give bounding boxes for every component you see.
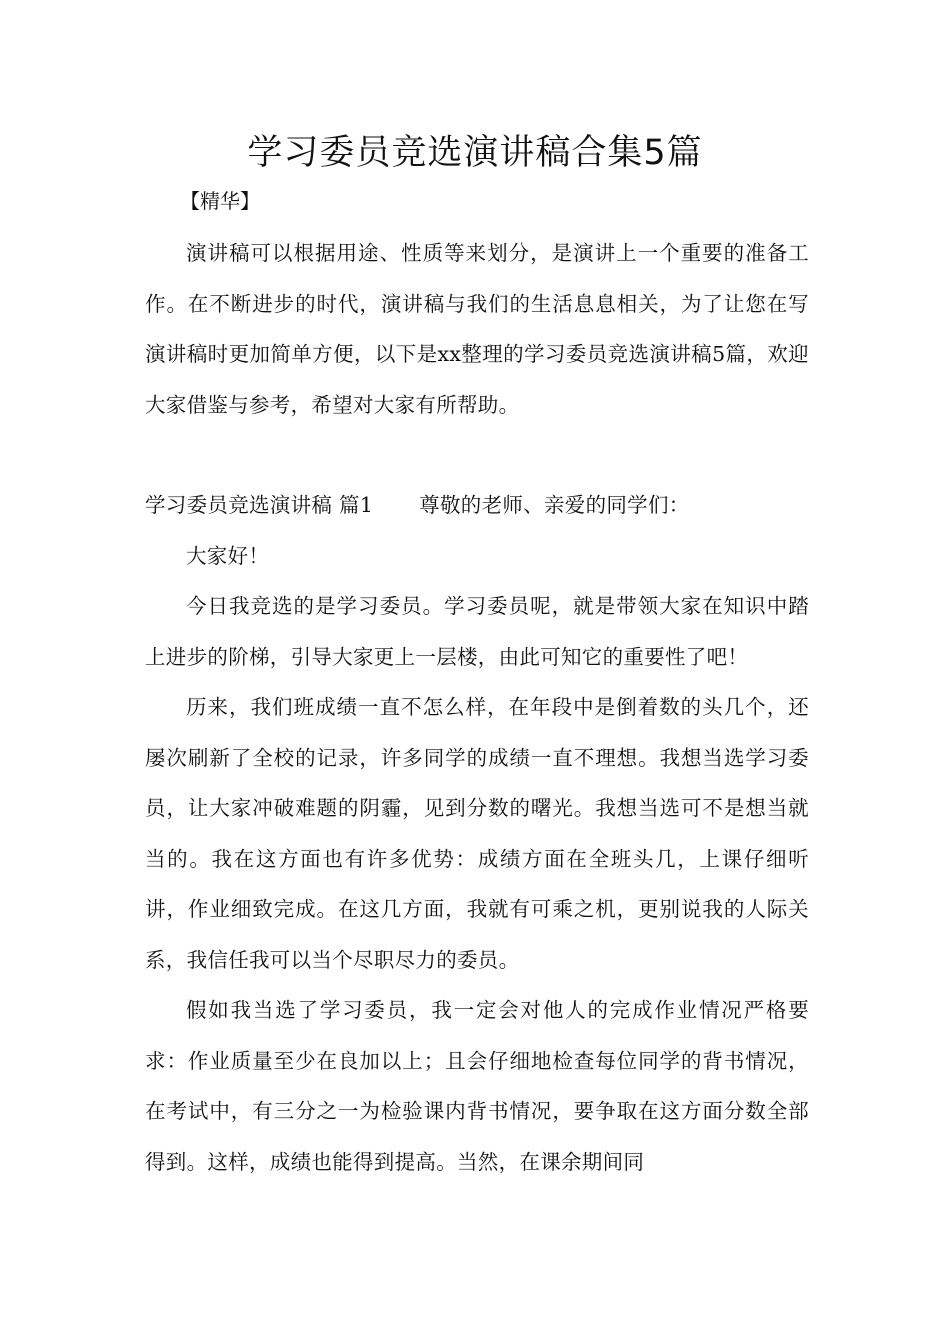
document-title: 学习委员竞选演讲稿合集5篇 — [247, 133, 703, 173]
body-paragraph: 假如我当选了学习委员，我一定会对他人的完成作业情况严格要求：作业质量至少在良加以上；且会仔细地检查每位同学的背书情况，在考试中，有三分之一为检验课内背书情况，要争取在这方面分数全部得到。这样，成绩也能得到提高。当然，在课余期间同 — [145, 998, 809, 1174]
section-heading: 学习委员竞选演讲稿 篇1 — [145, 493, 374, 517]
body-paragraph: 今日我竞选的是学习委员。学习委员呢，就是带领大家在知识中踏上进步的阶梯，引导大家更上一层楼，由此可知它的重要性了吧！ — [145, 594, 809, 669]
section-gap — [145, 430, 809, 480]
body-paragraph: 历来，我们班成绩一直不怎么样，在年段中是倒着数的头几个，还屡次刷新了全校的记录，许多同学的成绩一直不理想。我想当选学习委员，让大家冲破难题的阴霾，见到分数的曙光。我想当选可不是想当就当的。我在这方面也有许多优势：成绩方面在全班头几，上课仔细听讲，作业细致完成。在这几方面，我就有可乘之机，更别说我的人际关系，我信任我可以当个尽职尽力的委员。 — [145, 695, 809, 972]
intro-paragraph: 演讲稿可以根据用途、性质等来划分，是演讲上一个重要的准备工作。在不断进步的时代，演讲稿与我们的生活息息相关，为了让您在写演讲稿时更加简单方便，以下是xx整理的学习委员竞选演讲稿5篇，欢迎大家借鉴与参考，希望对大家有所帮助。 — [145, 241, 809, 417]
body-paragraph: 大家好！ — [186, 543, 270, 568]
document-tag: 【精华】 — [180, 189, 260, 213]
salutation: 尊敬的老师、亲爱的同学们： — [419, 493, 690, 517]
section-heading-line — [145, 480, 809, 531]
document-body — [145, 228, 809, 1187]
